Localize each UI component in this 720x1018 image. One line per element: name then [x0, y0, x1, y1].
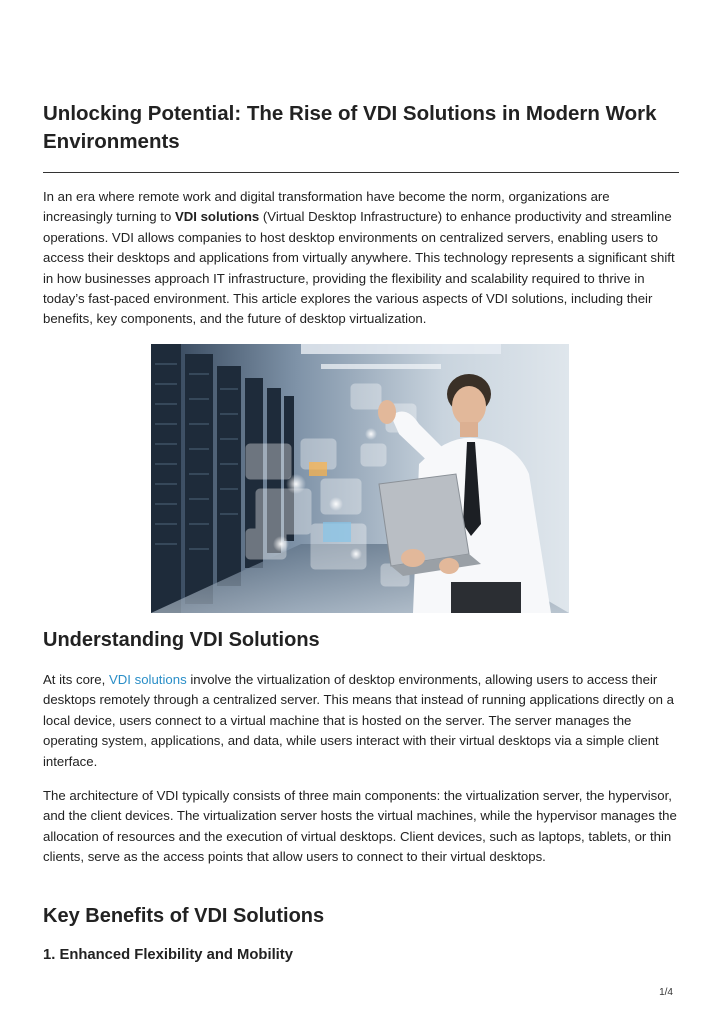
intro-bold-term: VDI solutions: [174, 209, 260, 225]
intro-paragraph: [43, 187, 679, 330]
subheading-flexibility: 1. Enhanced Flexibility and Mobility: [43, 947, 293, 963]
section-heading-benefits: Key Benefits of VDI Solutions: [43, 905, 325, 927]
intro-text-start: In an era where remote work and digital transformation have become the norm, organizations are increasingly turning to: [43, 189, 610, 225]
page-number: 1/4: [659, 987, 673, 998]
intro-text-end: (Virtual Desktop Infrastructure) to enhance productivity and streamline operations. VDI allows companies to host desktop environments on centralized servers, enabling users to access their desktops and applications from virtually anywhere. This technology represents a significant shift in how businesses approach IT infrastructure, providing the flexibility and scalability required to thrive in today’s fast-paced environment. This article explores the various aspects of VDI solutions, including their benefits, key components, and the future of desktop virtualization.: [43, 209, 675, 327]
article-title: Unlocking Potential: The Rise of VDI Solutions in Modern Work Environments: [43, 102, 657, 153]
para-text-end: involve the virtualization of desktop environments, allowing users to access their desktops remotely through a centralized server. This means that instead of running applications directly on a local device, users connect to a virtual machine that is hosted on the server. The server manages the operating system, applications, and data, while users interact with their virtual desktops via a simple client interface.: [43, 672, 674, 769]
para-text-start: At its core,: [43, 672, 109, 687]
server-room-photo: [151, 344, 569, 613]
vdi-solutions-link[interactable]: VDI solutions: [108, 672, 187, 687]
section-heading-understanding: Understanding VDI Solutions: [43, 629, 320, 651]
section1-paragraph-1: [43, 670, 679, 772]
title-divider: [43, 172, 679, 173]
section1-paragraph-2: The architecture of VDI typically consists of three main components: the virtualization server, the hypervisor, and the client devices. The virtualization server hosts the virtual machines, while the hypervisor manages the allocation of resources and the execution of virtual desktops. Client devices, such as laptops, tablets, or thin clients, serve as the access points that allow users to connect to their virtual desktops.: [43, 788, 677, 865]
